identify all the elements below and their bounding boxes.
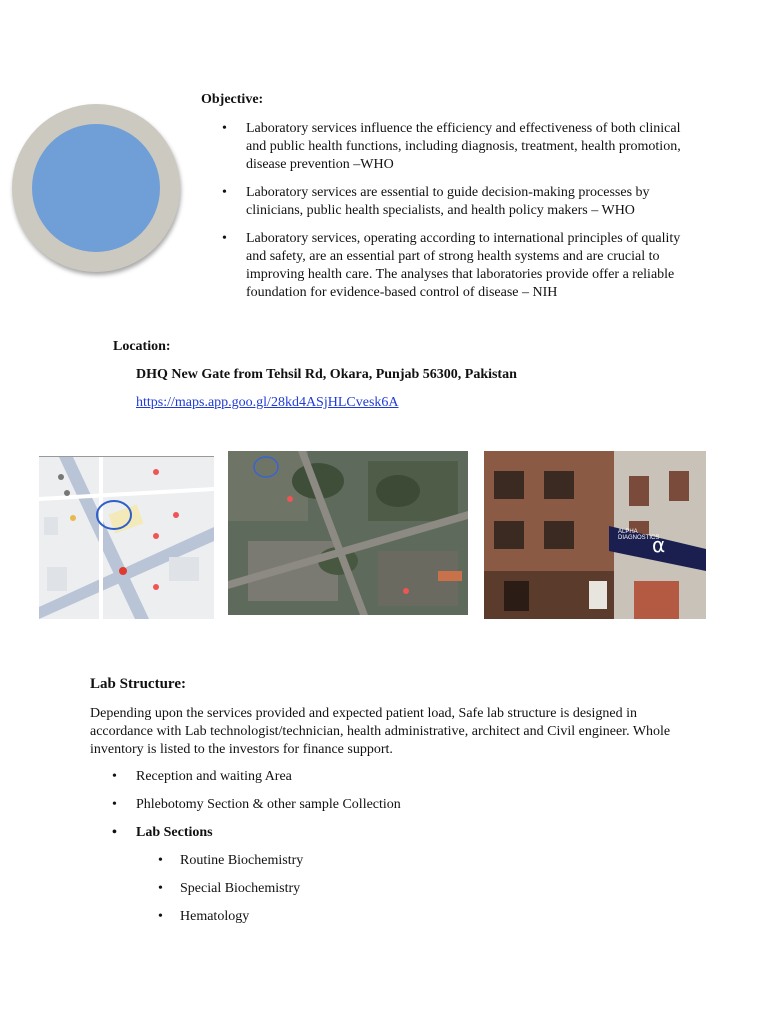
list-item: • Reception and waiting Area bbox=[112, 768, 612, 786]
lab-structure-heading: Lab Structure: bbox=[90, 676, 186, 692]
decorative-circle bbox=[12, 104, 180, 272]
list-item: • Phlebotomy Section & other sample Collection bbox=[112, 796, 612, 814]
location-address: DHQ New Gate from Tehsil Rd, Okara, Punjab 56300, Pakistan bbox=[136, 367, 517, 382]
objective-bullet: • Laboratory services, operating according to international principles of quality and safety, are an essential part of strong health systems and are crucial to improving health care. The analyses that laboratories provide offer a reliable foundation for evidence-based control of disease – NIH bbox=[222, 230, 684, 302]
map-link[interactable]: https://maps.app.goo.gl/28kd4ASjHLCvesk6A bbox=[136, 395, 399, 410]
sub-list-item: • Special Biochemistry bbox=[158, 880, 458, 898]
objective-bullet: • Laboratory services influence the efficiency and effectiveness of both clinical and public health functions, including diagnosis, treatment, health promotion, disease prevention –WHO bbox=[222, 120, 684, 174]
building-sign-text: ALPHA DIAGNOSTICS bbox=[618, 529, 660, 541]
location-heading: Location: bbox=[113, 339, 171, 354]
satellite-map-image bbox=[228, 451, 468, 615]
objective-heading: Objective: bbox=[201, 92, 264, 107]
building-sign-logo: α bbox=[652, 533, 666, 557]
street-map-image bbox=[39, 456, 214, 619]
objective-bullet: • Laboratory services are essential to guide decision-making processes by clinicians, public health specialists, and health policy makers – WHO bbox=[222, 184, 684, 220]
list-item: • Lab Sections bbox=[112, 824, 612, 842]
lab-structure-paragraph: Depending upon the services provided and expected patient load, Safe lab structure is designed in accordance with Lab technologist/technician, health administrative, architect and Civil engineer. Whole inventory is listed to the investors for finance support. bbox=[90, 706, 671, 757]
lab-building-photo bbox=[484, 451, 706, 619]
sub-list-item: • Routine Biochemistry bbox=[158, 852, 458, 870]
sub-list-item: • Hematology bbox=[158, 908, 458, 926]
lab-sections-sublist bbox=[158, 852, 458, 936]
decorative-circle-inner bbox=[32, 124, 160, 252]
objective-list bbox=[222, 120, 684, 312]
lab-structure-list bbox=[112, 768, 612, 852]
